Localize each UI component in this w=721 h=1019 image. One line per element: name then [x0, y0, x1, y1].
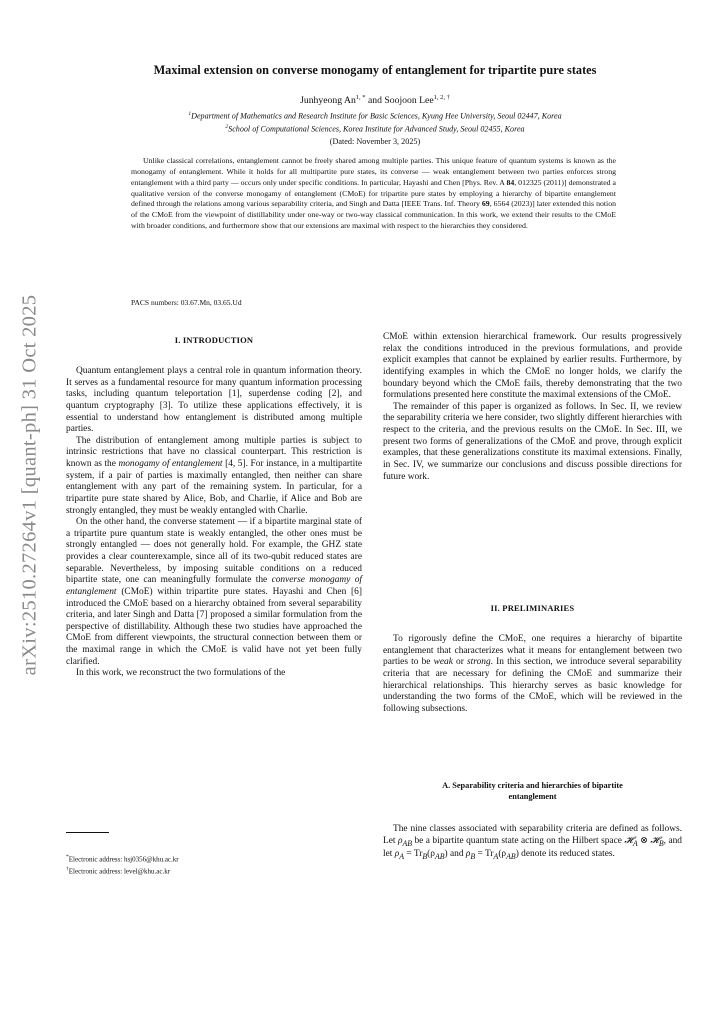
- math-subscript: B: [658, 838, 664, 848]
- paragraph: [383, 634, 682, 715]
- subsection-title-line: A. Separability criteria and hierarchies of bipartite: [442, 781, 623, 790]
- date-line: (Dated: November 3, 2025): [329, 137, 421, 146]
- math-symbol: ρ: [465, 849, 471, 860]
- right-column-body-top: [383, 332, 682, 483]
- emphasis-term: weak: [433, 657, 453, 668]
- math-subscript: A: [632, 838, 638, 848]
- volume-number: 69: [481, 199, 490, 209]
- author-line: [60, 94, 690, 106]
- math-symbol: = Tr: [475, 849, 494, 860]
- author-name: Soojoon Lee: [384, 95, 434, 107]
- paragraph: [383, 824, 682, 863]
- section-heading-preliminaries: II. PRELIMINARIES: [490, 603, 575, 613]
- paragraph-text: , and let: [383, 835, 682, 860]
- paper-title: Maximal extension on converse monogamy of entanglement for tripartite pure states: [153, 63, 597, 77]
- author-conjunction: and: [367, 95, 382, 107]
- paragraph-text: ) and: [444, 849, 464, 860]
- math-subscript: A: [399, 852, 405, 861]
- abstract-text: , 6564 (2023)] later extended this notion of the CMoE from the viewpoint of distillability under one-way or two-way classical communication. In this work, we extend their results to the CMoE with broader conditions, and furthermore show that our extensions are maximal with respect to the hierarchies they considered.: [131, 199, 616, 231]
- affiliation-mark: 1: [188, 111, 192, 117]
- math-symbol: ρ: [397, 835, 403, 846]
- paragraph-text: . In this section, we introduce several separability criteria that are necessary for defining the CMoE and summarize their hierarchical relationships. This hierarchy serves as basic knowledge for understanding the two forms of the CMoE, which will be reviewed in the following subsections.: [383, 657, 682, 714]
- paragraph: In this work, we reconstruct the two formulations of the: [76, 668, 286, 679]
- paragraph: [66, 517, 362, 668]
- math-symbol: (ρ: [427, 849, 435, 860]
- footnote: [66, 854, 179, 863]
- math-symbol: (ρ: [498, 849, 507, 860]
- abstract-text: , 012325 (2011)] demonstrated a qualitative version of the converse monogamy of entanglement (CMoE) for tripartite pure states by employing a hierarchy of bipartite entanglement defined through the relations among various separability criteria, and Singh and Datta [IEEE Trans. Inf. Theory: [131, 177, 616, 209]
- math-subscript: AB: [506, 852, 516, 861]
- math-subscript: A: [493, 852, 499, 861]
- left-column-body: [66, 366, 362, 680]
- footnote-rule: [66, 832, 109, 833]
- affiliation-text: School of Computational Sciences, Korea Institute for Advanced Study, Seoul 02455, Korea: [228, 124, 525, 134]
- section-heading-introduction: I. INTRODUCTION: [174, 335, 254, 345]
- right-column-body-mid: [383, 634, 682, 715]
- paragraph-text: ) denote its reduced states.: [515, 849, 615, 860]
- subsection-heading: [393, 780, 672, 802]
- footnote-mark: †: [66, 866, 69, 872]
- math-subscript: B: [470, 852, 476, 861]
- emphasis-term: monogamy of entanglement: [118, 459, 223, 469]
- paragraph: [66, 436, 362, 517]
- paragraph-text: be a bipartite quantum state acting on the Hilbert space: [412, 835, 625, 846]
- footnote-mark: *: [66, 854, 69, 860]
- footnote: [66, 866, 170, 875]
- paragraph: The remainder of this paper is organized as follows. In Sec. II, we review the separability criteria we here consider, two slightly different hierarchies with respect to the criteria, and the previous results on the CMoE. In Sec. III, we present two forms of generalizations of the CMoE and prove, through explicit examples, that these generalizations constitute its maximal extensions. Finally, in Sec. IV, we summarize our conclusions and discuss possible directions for future work.: [383, 401, 682, 482]
- author-affil-mark: 1, 2, †: [433, 94, 450, 101]
- math-symbol: = Tr: [404, 849, 423, 860]
- math-subscript: AB: [402, 838, 413, 848]
- paragraph-text: On the other hand, the converse statement — if a bipartite marginal state of a tripartite pure quantum state is weakly entangled, the other ones must be strongly entangled — does not generally hold. For example, the GHZ state provides a clear counterexample, since all of its two-qubit reduced states are separable. Nevertheless, by imposing suitable conditions on a reduced bipartite state, one can meaningfully formulate the: [66, 517, 362, 586]
- affiliation-text: Department of Mathematics and Research Institute for Basic Sciences, Kyung Hee University, Seoul 02447, Korea: [191, 111, 562, 121]
- affiliation-2: [60, 124, 690, 134]
- volume-number: 84: [506, 177, 515, 187]
- footnote-text: Electronic address: hsj0356@khu.ac.kr: [68, 855, 179, 864]
- paragraph-text: To rigorously define the CMoE, one requires a hierarchy of bipartite entanglement that characterizes what it means for entanglement between two parties to be: [383, 634, 682, 668]
- arxiv-identifier: arXiv:2510.27264v1 [quant-ph] 31 Oct 2025: [18, 294, 41, 676]
- paragraph-text: [4, 5]. For instance, in a multipartite system, if a pair of parties is maximally entangled, then neither can share entanglement with any part of the remaining system. In particular, for a tripartite pure state shared by Alice, Bob, and Charlie, if Alice and Bob are strongly entangled, they must be weakly entangled with Charlie.: [66, 459, 362, 516]
- emphasis-term: strong: [467, 657, 491, 668]
- math-subscript: AB: [434, 852, 445, 861]
- math-symbol: 𝓗: [624, 835, 633, 846]
- math-symbol: ⊗ 𝓗: [637, 835, 659, 846]
- paragraph: Quantum entanglement plays a central role in quantum information theory. It serves as a fundamental resource for many quantum information processing tasks, including quantum teleportation [1], superdense coding [2], and quantum cryptography [3]. To utilize these applications effectively, it is essential to understand how entanglement is distributed among multiple parties.: [66, 366, 362, 435]
- paragraph-text: or: [452, 657, 468, 668]
- paragraph-text: The nine classes associated with separability criteria are defined as follows. Let: [383, 824, 682, 846]
- footnote-text: Electronic address: level@khu.ac.kr: [68, 867, 171, 876]
- paragraph-text: The distribution of entanglement among multiple parties is subject to intrinsic restrictions that have no classical counterpart. This restriction is known as the: [66, 435, 362, 469]
- affiliation-1: [60, 111, 690, 121]
- affiliation-mark: 2: [225, 124, 229, 130]
- math-subscript: B: [422, 852, 428, 861]
- right-column-body-bottom: [383, 824, 682, 863]
- author-name: Junhyeong An: [300, 95, 356, 107]
- pacs-numbers: PACS numbers: 03.67.Mn, 03.65.Ud: [131, 298, 242, 307]
- paragraph: CMoE within extension hierarchical framework. Our results progressively relax the conditions introduced in the previous formulations, and provide explicit examples that cannot be explained by earlier results. Furthermore, by identifying examples in which the CMoE no longer holds, we clarify the boundary beyond which the CMoE fails, thereby demonstrating that the two formulations presented here constitute the maximal extensions of the CMoE.: [383, 332, 682, 401]
- emphasis-term: converse monogamy of entanglement: [66, 575, 362, 597]
- math-symbol: ρ: [394, 849, 400, 860]
- author-affil-mark: 1, *: [355, 94, 366, 101]
- abstract: [131, 156, 616, 232]
- subsection-title-line: entanglement: [508, 792, 557, 801]
- abstract-text: Unlike classical correlations, entanglement cannot be freely shared among multiple parties. This unique feature of quantum systems is known as the monogamy of entanglement. While it holds for all multipartite pure states, its converse — weak entanglement between two parties enforces strong entanglement with a third party — occurs only under specific conditions. In particular, Hayashi and Chen [Phys. Rev. A: [131, 156, 616, 187]
- paragraph-text: (CMoE) within tripartite pure states. Hayashi and Chen [6] introduced the CMoE based on a hierarchy obtained from several separability criteria, and later Singh and Datta [7] proposed a similar formulation from the perspective of distillability. Although these two studies have approached the CMoE from different viewpoints, the structural connection between them or the maximal range in which the CMoE is valid have not yet been fully clarified.: [66, 586, 362, 667]
- arxiv-sidebar: [10, 285, 50, 685]
